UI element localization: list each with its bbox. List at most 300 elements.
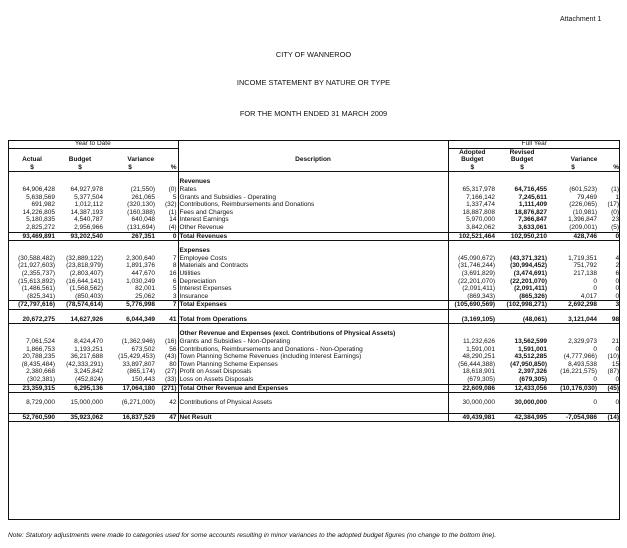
variance-cell: 16,837,529 bbox=[104, 413, 156, 422]
revised-budget-cell: 42,384,995 bbox=[496, 413, 548, 422]
revised-budget-cell: 102,950,210 bbox=[496, 232, 548, 241]
description-cell: Interest Earnings bbox=[179, 216, 229, 224]
adopted-budget-cell: 7,166,142 bbox=[448, 194, 496, 202]
revised-budget-cell: (865,326) bbox=[519, 292, 548, 300]
unit-dollar: $ bbox=[56, 164, 104, 172]
line-item-row bbox=[8, 270, 620, 278]
variance-cell: (131,694) bbox=[127, 223, 155, 231]
adopted-budget-cell: 48,290,251 bbox=[448, 353, 496, 361]
revised-budget-cell: (30,994,452) bbox=[510, 262, 548, 270]
budget-cell: 1,012,112 bbox=[74, 201, 103, 209]
unit-dollar: $ bbox=[104, 164, 156, 172]
variance-pct-cell: 5 bbox=[156, 194, 178, 202]
fy-variance-cell: 8,493,538 bbox=[568, 360, 598, 368]
actual-cell: 691,982 bbox=[31, 201, 55, 209]
actual-cell: 1,866,753 bbox=[26, 345, 55, 353]
line-item-row bbox=[8, 255, 620, 263]
actual-cell: (302,381) bbox=[27, 376, 55, 384]
total-operations-row bbox=[8, 316, 620, 324]
fy-variance-pct-cell: 0 bbox=[615, 277, 620, 285]
actual-cell: 20,672,275 bbox=[8, 316, 56, 324]
adopted-budget-cell: 11,232,626 bbox=[448, 338, 496, 346]
heading-cell bbox=[548, 178, 598, 186]
heading-cell bbox=[598, 330, 620, 338]
fy-variance-cell: 0 bbox=[593, 376, 598, 384]
fy-variance-cell: (601,523) bbox=[569, 185, 598, 193]
revenues-heading-row bbox=[8, 178, 620, 186]
heading-cell bbox=[156, 330, 178, 338]
line-item-row bbox=[8, 262, 620, 270]
revised-budget-cell: 12,433,056 bbox=[496, 384, 548, 393]
adopted-budget-cell: 22,609,086 bbox=[448, 384, 496, 393]
variance-pct-cell: 7 bbox=[156, 301, 178, 310]
variance-cell: (6,271,000) bbox=[121, 399, 155, 407]
description-cell: Total Other Revenue and Expenses bbox=[178, 384, 448, 393]
heading-cell bbox=[496, 247, 548, 255]
fy-variance-pct-cell: 0 bbox=[598, 232, 620, 241]
variance-pct-cell: (0) bbox=[156, 186, 178, 194]
description-cell: Materials and Contracts bbox=[179, 262, 249, 270]
budget-cell: (850,403) bbox=[75, 292, 103, 300]
fy-variance-pct-cell: 4 bbox=[615, 254, 620, 262]
budget-cell: 2,956,966 bbox=[74, 223, 103, 231]
actual-header: Actual bbox=[22, 156, 42, 164]
line-item-row bbox=[8, 278, 620, 286]
revised-budget-cell: (3,474,691) bbox=[513, 269, 548, 277]
line-item-row bbox=[8, 201, 620, 209]
header-row-2 bbox=[8, 156, 620, 164]
other-heading-row bbox=[8, 330, 620, 338]
budget-cell: 3,245,842 bbox=[74, 368, 103, 376]
budget-cell: (78,574,614) bbox=[56, 301, 104, 310]
revised-budget-cell: (48,061) bbox=[496, 316, 548, 324]
variance-pct-cell: (271) bbox=[156, 384, 178, 393]
revised-budget-cell: (679,305) bbox=[519, 376, 548, 384]
description-cell: Total from Operations bbox=[178, 316, 448, 324]
fy-variance-pct-cell: 23 bbox=[611, 216, 620, 224]
line-item-row bbox=[8, 293, 620, 301]
variance-cell: (865,174) bbox=[127, 368, 155, 376]
revised-budget-cell: 30,000,000 bbox=[514, 399, 548, 407]
adopted-budget-cell: (869,343) bbox=[448, 293, 496, 301]
line-item-row bbox=[8, 186, 620, 194]
variance-pct-cell: 5 bbox=[156, 285, 178, 293]
description-cell: Grants and Subsidies - Non-Operating bbox=[179, 338, 291, 346]
line-item-row bbox=[8, 209, 620, 217]
fy-variance-pct-cell: (5) bbox=[611, 223, 620, 231]
adopted-budget-cell: 1,337,474 bbox=[448, 201, 496, 209]
heading-cell bbox=[448, 330, 496, 338]
variance-cell: 447,670 bbox=[131, 269, 155, 277]
fy-variance-pct-cell: 0 bbox=[615, 292, 620, 300]
heading-cell bbox=[448, 247, 496, 255]
fy-variance-cell: (10,981) bbox=[572, 208, 598, 216]
variance-pct-cell: (16) bbox=[156, 338, 178, 346]
fy-group-header: Full Year bbox=[448, 140, 620, 148]
actual-cell: 8,729,000 bbox=[26, 399, 55, 407]
fy-variance-header: Variance bbox=[570, 156, 598, 164]
variance-cell: (1,362,946) bbox=[121, 338, 155, 346]
budget-cell: (452,824) bbox=[75, 376, 103, 384]
adopted-budget-cell: (679,305) bbox=[448, 376, 496, 384]
variance-cell: 2,300,640 bbox=[126, 254, 155, 262]
ytd-group-header: Year to Date bbox=[8, 140, 178, 148]
heading-cell bbox=[8, 247, 56, 255]
budget-cell: 36,217,688 bbox=[70, 353, 103, 361]
actual-cell: (2,355,737) bbox=[21, 269, 55, 277]
variance-pct-cell: (33) bbox=[156, 376, 178, 384]
variance-pct-cell: 14 bbox=[156, 216, 178, 224]
description-cell: Rates bbox=[179, 185, 197, 193]
heading-cell bbox=[56, 178, 104, 186]
description-cell: Other Revenue bbox=[179, 223, 224, 231]
budget-cell: (23,818,979) bbox=[66, 262, 103, 270]
heading-cell bbox=[8, 178, 56, 186]
header-row-group bbox=[8, 140, 620, 148]
actual-cell: 23,359,315 bbox=[8, 384, 56, 393]
variance-pct-cell: 0 bbox=[156, 232, 178, 241]
heading-cell bbox=[104, 178, 156, 186]
fy-variance-pct-cell: 0 bbox=[615, 345, 620, 353]
revised-budget-cell: (22,201,070) bbox=[510, 277, 548, 285]
expenses-heading-row bbox=[8, 247, 620, 255]
heading-cell bbox=[598, 247, 620, 255]
adopted-budget-cell: (3,169,105) bbox=[448, 316, 496, 324]
actual-cell: 20,788,235 bbox=[22, 353, 55, 361]
fy-variance-cell: 0 bbox=[593, 285, 598, 293]
heading-cell bbox=[104, 247, 156, 255]
actual-cell: 64,906,428 bbox=[22, 185, 55, 193]
fy-variance-pct-cell: 3 bbox=[598, 301, 620, 310]
fy-variance-pct-cell: 15 bbox=[611, 360, 620, 368]
fy-variance-pct-cell: 98 bbox=[598, 316, 620, 324]
budget-cell: (16,644,141) bbox=[66, 277, 103, 285]
variance-pct-cell: (43) bbox=[156, 353, 178, 361]
fy-variance-pct-cell: 0 bbox=[615, 399, 620, 407]
line-item-row bbox=[8, 368, 620, 376]
variance-cell: 5,776,998 bbox=[104, 301, 156, 310]
line-item-row bbox=[8, 338, 620, 346]
variance-cell: 261,065 bbox=[131, 193, 155, 201]
fy-variance-cell: 0 bbox=[593, 345, 598, 353]
unit-dollar: $ bbox=[448, 164, 496, 172]
revised-budget-cell: 43,512,285 bbox=[514, 353, 548, 361]
heading-cell bbox=[496, 178, 548, 186]
adopted-budget-cell: (3,691,829) bbox=[448, 270, 496, 278]
adopted-budget-cell: 102,521,464 bbox=[448, 232, 496, 241]
variance-pct-cell: (4) bbox=[156, 224, 178, 232]
variance-pct-cell: 41 bbox=[156, 316, 178, 324]
variance-pct-cell: 47 bbox=[156, 413, 178, 422]
description-cell: Loss on Assets Disposals bbox=[179, 376, 254, 384]
variance-cell: 1,030,249 bbox=[126, 277, 155, 285]
adopted-budget-cell: 1,591,001 bbox=[448, 346, 496, 354]
actual-cell: (30,588,482) bbox=[18, 254, 55, 262]
actual-cell: 93,469,891 bbox=[8, 232, 56, 241]
description-cell: Depreciation bbox=[179, 277, 217, 285]
adopted-budget-cell: (22,201,070) bbox=[448, 278, 496, 286]
description-cell: Utilities bbox=[179, 269, 201, 277]
variance-pct-cell: 80 bbox=[156, 361, 178, 369]
unit-dollar: $ bbox=[496, 164, 548, 172]
budget-cell: (1,568,562) bbox=[69, 285, 103, 293]
adopted-budget-cell: 18,618,901 bbox=[448, 368, 496, 376]
statement-body bbox=[8, 140, 620, 422]
fy-variance-pct-cell: 21 bbox=[611, 338, 620, 346]
budget-cell: (32,889,122) bbox=[66, 254, 103, 262]
fy-variance-pct-cell: 2 bbox=[615, 262, 620, 270]
fy-variance-pct-cell: 0 bbox=[615, 376, 620, 384]
revenues-heading: Revenues bbox=[179, 178, 211, 186]
description-header: Description bbox=[295, 156, 331, 164]
description-cell: Grants and Subsidies - Operating bbox=[179, 193, 276, 201]
variance-pct-cell: 3 bbox=[156, 293, 178, 301]
variance-cell: (21,550) bbox=[130, 185, 155, 193]
revised-budget-cell: 2,397,326 bbox=[518, 368, 548, 376]
actual-cell: (825,341) bbox=[27, 292, 55, 300]
fy-variance-pct-cell: (14) bbox=[598, 413, 620, 422]
actual-cell: 14,226,805 bbox=[22, 208, 55, 216]
variance-cell: (15,429,453) bbox=[118, 353, 155, 361]
variance-pct-cell: 42 bbox=[156, 399, 178, 407]
actual-cell: (8,435,484) bbox=[21, 360, 55, 368]
revised-budget-cell: 1,591,001 bbox=[518, 345, 548, 353]
line-item-row bbox=[8, 285, 620, 293]
description-cell: Total Expenses bbox=[178, 301, 448, 310]
fy-variance-pct-cell: 0 bbox=[615, 285, 620, 293]
fy-variance-pct-cell: 6 bbox=[615, 269, 620, 277]
fy-variance-pct-cell: (87) bbox=[607, 368, 620, 376]
revised-budget-cell: 3,633,061 bbox=[518, 223, 548, 231]
line-item-row bbox=[8, 376, 620, 384]
fy-variance-cell: 0 bbox=[593, 277, 598, 285]
variance-pct-cell: 16 bbox=[156, 270, 178, 278]
heading-cell bbox=[104, 330, 156, 338]
fy-variance-pct-cell: (0) bbox=[611, 208, 620, 216]
heading-cell bbox=[548, 247, 598, 255]
revised-budget-cell: 64,716,455 bbox=[514, 185, 548, 193]
fy-variance-cell: 3,121,044 bbox=[548, 316, 598, 324]
fy-variance-cell: 4,017 bbox=[580, 292, 598, 300]
adopted-header: Adopted bbox=[448, 148, 496, 156]
unit-dollar: $ bbox=[8, 164, 56, 172]
statement-title: INCOME STATEMENT BY NATURE OR TYPE bbox=[236, 78, 391, 87]
description-cell: Interest Expenses bbox=[179, 285, 232, 293]
variance-pct-cell: (32) bbox=[156, 201, 178, 209]
budget-cell: 4,540,787 bbox=[74, 216, 103, 224]
budget-cell: (2,803,407) bbox=[69, 269, 103, 277]
description-cell: Employee Costs bbox=[179, 254, 227, 262]
actual-cell: 2,825,272 bbox=[26, 223, 55, 231]
description-cell: Total Revenues bbox=[178, 232, 448, 241]
fy-variance-cell: 428,746 bbox=[548, 232, 598, 241]
budget-cell: 8,424,470 bbox=[74, 338, 103, 346]
description-cell: Contributions of Physical Assets bbox=[179, 399, 273, 407]
unit-percent: % bbox=[156, 164, 178, 172]
heading-cell bbox=[56, 247, 104, 255]
budget-cell: 15,000,000 bbox=[70, 399, 103, 407]
description-cell: Contributions, Reimbursements and Donations bbox=[179, 201, 315, 209]
variance-cell: 267,351 bbox=[104, 232, 156, 241]
variance-pct-cell: (1) bbox=[156, 209, 178, 217]
budget-cell: 35,923,062 bbox=[56, 413, 104, 422]
variance-pct-cell: 6 bbox=[156, 278, 178, 286]
header-row-1 bbox=[8, 148, 620, 156]
description-cell: Insurance bbox=[179, 292, 209, 300]
budget-header: Budget bbox=[68, 156, 92, 164]
variance-cell: (160,388) bbox=[127, 208, 155, 216]
description-cell: Town Planning Scheme Revenues (including Interest Earnings) bbox=[179, 353, 362, 361]
adopted-budget-cell: 30,000,000 bbox=[448, 399, 496, 407]
fy-variance-cell: 1,396,847 bbox=[568, 216, 598, 224]
fy-variance-cell: (16,221,575) bbox=[560, 368, 598, 376]
footnote: Note: Statutory adjustments were made to categories used for some accounts resulting in minor variances to the adopted budget figures (no change to the bottom line). bbox=[8, 532, 497, 539]
revised-budget-cell: (102,998,271) bbox=[496, 301, 548, 310]
net-result-row bbox=[8, 413, 620, 422]
variance-cell: 1,891,376 bbox=[126, 262, 155, 270]
heading-cell bbox=[548, 330, 598, 338]
variance-cell: 17,064,180 bbox=[104, 384, 156, 393]
budget-cell: 14,627,926 bbox=[56, 316, 104, 324]
budget-cell: 93,202,540 bbox=[56, 232, 104, 241]
total-expenses-row bbox=[8, 301, 620, 310]
variance-cell: 150,443 bbox=[131, 376, 155, 384]
fy-variance-cell: (209,001) bbox=[569, 223, 598, 231]
variance-cell: 82,001 bbox=[135, 285, 155, 293]
fy-variance-cell: 79,469 bbox=[577, 193, 598, 201]
fy-variance-cell: 217,138 bbox=[573, 269, 598, 277]
variance-cell: 33,897,807 bbox=[122, 360, 155, 368]
fy-variance-cell: (226,065) bbox=[569, 201, 598, 209]
actual-cell: 52,760,590 bbox=[8, 413, 56, 422]
adopted-budget-header: Budget bbox=[448, 156, 496, 164]
revised-budget-cell: 7,245,611 bbox=[518, 193, 548, 201]
heading-cell bbox=[156, 178, 178, 186]
variance-cell: 673,502 bbox=[131, 345, 155, 353]
revised-budget-cell: (47,950,850) bbox=[510, 360, 548, 368]
variance-pct-cell: 8 bbox=[156, 262, 178, 270]
adopted-budget-cell: 65,317,978 bbox=[448, 186, 496, 194]
line-item-row bbox=[8, 346, 620, 354]
revised-budget-cell: 7,366,847 bbox=[518, 216, 548, 224]
fy-variance-cell: 2,329,973 bbox=[568, 338, 598, 346]
header-units-row bbox=[8, 164, 620, 172]
fy-variance-cell: 1,719,351 bbox=[568, 254, 598, 262]
variance-cell: 6,044,349 bbox=[104, 316, 156, 324]
variance-cell: 25,062 bbox=[135, 292, 155, 300]
fy-variance-pct-cell: (1) bbox=[611, 185, 620, 193]
heading-cell bbox=[56, 330, 104, 338]
line-item-row bbox=[8, 216, 620, 224]
variance-cell: 640,048 bbox=[131, 216, 155, 224]
variance-pct-cell: (27) bbox=[156, 368, 178, 376]
budget-cell: (42,333,291) bbox=[66, 360, 103, 368]
fy-variance-pct-cell: 1 bbox=[615, 193, 620, 201]
total-other-row bbox=[8, 384, 620, 393]
fy-variance-pct-cell: (45) bbox=[598, 384, 620, 393]
contributions-row bbox=[8, 399, 620, 407]
variance-cell: (320,130) bbox=[127, 201, 155, 209]
heading-cell bbox=[8, 330, 56, 338]
statement-period: FOR THE MONTH ENDED 31 MARCH 2009 bbox=[239, 109, 388, 118]
actual-cell: (72,797,616) bbox=[8, 301, 56, 310]
fy-variance-cell: 2,692,298 bbox=[548, 301, 598, 310]
actual-cell: (1,486,561) bbox=[21, 285, 55, 293]
variance-header: Variance bbox=[104, 156, 178, 164]
adopted-budget-cell: 18,887,808 bbox=[448, 209, 496, 217]
budget-cell: 14,387,193 bbox=[70, 208, 103, 216]
variance-pct-cell: 56 bbox=[156, 346, 178, 354]
heading-cell bbox=[598, 178, 620, 186]
line-item-row bbox=[8, 224, 620, 232]
budget-cell: 5,377,504 bbox=[74, 193, 103, 201]
line-item-row bbox=[8, 353, 620, 361]
actual-cell: 7,061,524 bbox=[26, 338, 55, 346]
revised-budget-cell: 1,111,409 bbox=[518, 201, 548, 209]
description-cell: Net Result bbox=[178, 413, 448, 422]
other-heading: Other Revenue and Expenses (excl. Contributions of Physical Assets) bbox=[179, 330, 396, 338]
adopted-budget-cell: (45,090,672) bbox=[448, 255, 496, 263]
description-cell: Contributions, Reimbursements and Donations - Non-Operating bbox=[179, 345, 363, 353]
fy-variance-cell: (4,777,966) bbox=[563, 353, 598, 361]
revised-budget-header: Budget bbox=[510, 156, 534, 164]
fy-variance-pct-cell: (10) bbox=[607, 353, 620, 361]
description-cell: Fees and Charges bbox=[179, 208, 234, 216]
line-item-row bbox=[8, 194, 620, 202]
heading-cell bbox=[496, 330, 548, 338]
attachment-label: Attachment 1 bbox=[560, 16, 602, 23]
unit-dollar: $ bbox=[548, 164, 598, 172]
heading-cell bbox=[156, 247, 178, 255]
total-revenues-row bbox=[8, 232, 620, 241]
adopted-budget-cell: (2,091,411) bbox=[448, 285, 496, 293]
adopted-budget-cell: 5,970,000 bbox=[448, 216, 496, 224]
description-cell: Profit on Asset Disposals bbox=[179, 368, 252, 376]
adopted-budget-cell: 3,842,062 bbox=[448, 224, 496, 232]
actual-cell: 5,638,569 bbox=[26, 193, 55, 201]
revised-budget-cell: (43,371,321) bbox=[510, 254, 548, 262]
revised-budget-cell: (2,091,411) bbox=[514, 285, 548, 293]
organisation-name: CITY OF WANNEROO bbox=[275, 50, 352, 59]
revised-budget-cell: 13,562,599 bbox=[514, 338, 548, 346]
variance-pct-cell: 7 bbox=[156, 255, 178, 263]
heading-cell bbox=[448, 178, 496, 186]
actual-cell: 5,180,835 bbox=[26, 216, 55, 224]
adopted-budget-cell: 49,439,981 bbox=[448, 413, 496, 422]
unit-percent: % bbox=[598, 164, 620, 172]
fy-variance-cell: 751,792 bbox=[573, 262, 598, 270]
actual-cell: (21,927,603) bbox=[18, 262, 55, 270]
description-cell: Town Planning Scheme Expenses bbox=[179, 360, 278, 368]
fy-variance-cell: 0 bbox=[593, 399, 598, 407]
line-item-row bbox=[8, 361, 620, 369]
expenses-heading: Expenses bbox=[179, 247, 210, 255]
revised-budget-cell: 18,876,827 bbox=[514, 208, 548, 216]
adopted-budget-cell: (31,746,244) bbox=[448, 262, 496, 270]
revised-header: Revised bbox=[509, 148, 535, 156]
budget-cell: 6,295,136 bbox=[56, 384, 104, 393]
fy-variance-cell: -7,054,986 bbox=[548, 413, 598, 422]
actual-cell: 2,380,668 bbox=[26, 368, 55, 376]
header-spacer bbox=[178, 140, 448, 148]
adopted-budget-cell: (105,690,569) bbox=[448, 301, 496, 310]
adopted-budget-cell: (56,444,388) bbox=[448, 361, 496, 369]
actual-cell: (15,613,892) bbox=[18, 277, 55, 285]
fy-variance-cell: (10,176,030) bbox=[548, 384, 598, 393]
budget-cell: 64,927,978 bbox=[70, 185, 103, 193]
fy-variance-pct-cell: (17) bbox=[607, 201, 620, 209]
budget-cell: 1,193,251 bbox=[74, 345, 103, 353]
